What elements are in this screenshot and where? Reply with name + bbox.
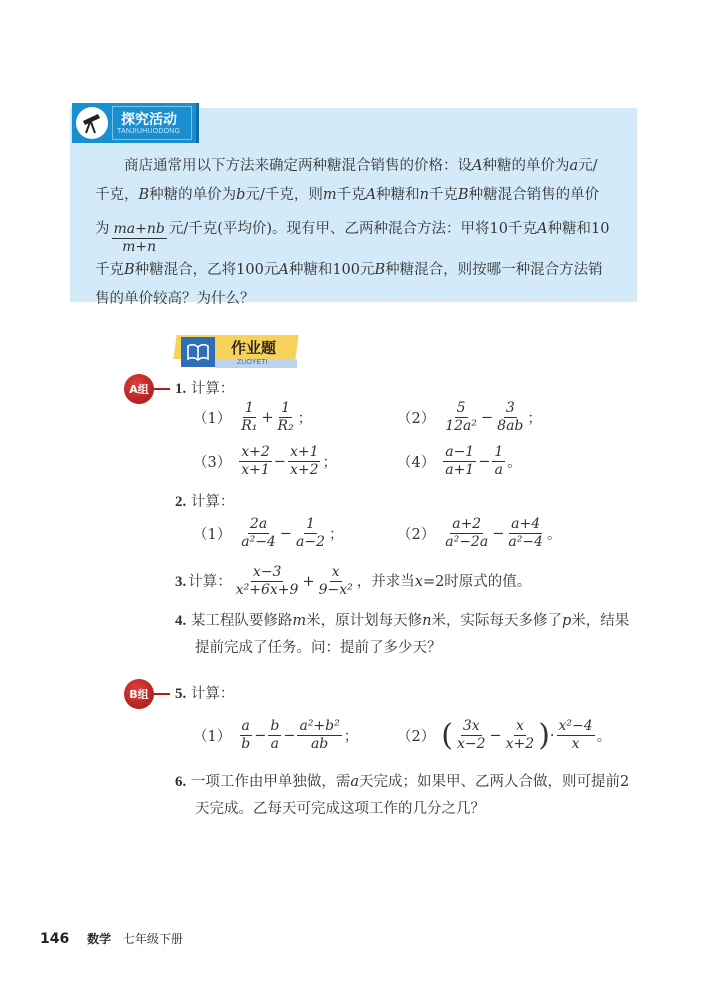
text-run: 某工程队要修路 [190, 613, 293, 629]
text-run: 商店通常用以下方法来确定两种糖混合销售的价格：设 [124, 158, 472, 174]
fraction-denominator: a²−4 [241, 534, 276, 550]
math-expression [188, 564, 531, 599]
fraction-numerator: 1 [281, 400, 291, 416]
fraction [288, 444, 321, 479]
text-run: 种糖混合，乙将100元 [134, 262, 279, 278]
explore-text [95, 152, 617, 314]
text-run: ； [322, 455, 337, 471]
text-run: ； [527, 411, 542, 427]
fraction-numerator: a+2 [452, 516, 482, 532]
text-run: 米，实际每天多修了 [431, 613, 562, 629]
fraction [234, 564, 301, 599]
group-b-marker [124, 679, 170, 709]
fraction [455, 718, 488, 753]
text-run: + [302, 573, 315, 590]
fraction-denominator: ab [310, 736, 329, 752]
question-label: 计算： [190, 686, 235, 702]
fraction [276, 400, 296, 435]
math-expression [441, 444, 522, 479]
fraction-denominator: x+1 [241, 462, 270, 478]
text-run: − [273, 453, 286, 470]
text-run: 种糖混合销售的单价 [468, 187, 600, 203]
fraction-denominator: 8ab [497, 418, 524, 434]
item-label: （1） [193, 527, 232, 543]
fraction-numerator: 3 [505, 400, 515, 416]
text-run: ； [297, 411, 313, 427]
fraction-numerator: a [241, 718, 250, 734]
fraction-numerator: 3x [462, 718, 480, 734]
question-number: 2. [175, 494, 187, 510]
fraction-numerator: 5 [456, 400, 466, 416]
math-variable: A [365, 187, 377, 203]
math-variable: p [561, 613, 572, 629]
text-run: − [478, 453, 491, 470]
question-number: 4. [175, 613, 187, 629]
text-run: 种糖的单价为 [482, 158, 570, 174]
question-text [175, 635, 629, 662]
q1-item-3 [193, 444, 337, 479]
q1-item-2 [397, 400, 542, 435]
question-1 [175, 376, 234, 402]
text-run: 元/千克(平均价)。现有甲、乙两种混合方法：甲将10千克 [168, 221, 537, 237]
text-run: 千克， [95, 187, 139, 203]
math-variable: b [236, 187, 246, 203]
math-expression [441, 718, 611, 753]
question-text [191, 774, 629, 790]
fraction-numerator: x+1 [289, 444, 319, 460]
text-run: − [492, 525, 505, 542]
question-text [191, 613, 629, 629]
math-variable: m [292, 613, 307, 629]
question-number: 1. [175, 381, 187, 397]
question-6 [175, 769, 629, 823]
math-variable: B [374, 262, 386, 278]
math-expression [237, 400, 312, 435]
fraction [294, 516, 327, 551]
fraction-denominator: x+2 [505, 736, 535, 752]
fraction [239, 516, 278, 551]
q1-item-1 [193, 400, 312, 435]
fraction-numerator: b [270, 718, 280, 734]
text-run: 千克 [336, 187, 366, 203]
text-run: 提前完成了任务。问：提前了多少天？ [195, 640, 442, 656]
item-label: （2） [397, 411, 436, 427]
fraction [239, 400, 259, 435]
text-run: 天完成。乙每天可完成这项工作的几分之几？ [195, 801, 485, 817]
item-label: （3） [193, 455, 232, 471]
fraction-denominator: a−2 [296, 534, 325, 550]
q2-item-2 [397, 516, 561, 551]
text-run: ，并求当 [356, 573, 415, 590]
fraction-numerator: a²+b² [299, 718, 340, 734]
math-expression [237, 718, 358, 753]
text-run: + [261, 409, 274, 426]
fraction-denominator: x [571, 736, 580, 752]
fraction-numerator: a−1 [445, 444, 475, 460]
fraction [297, 718, 341, 753]
fraction-denominator: x+2 [289, 462, 319, 478]
fraction-denominator: m+n [122, 239, 157, 255]
math-variable: a [350, 774, 360, 790]
explore-line [95, 152, 617, 181]
math-variable: B [457, 187, 469, 203]
fraction-denominator: a²−2a [445, 534, 489, 550]
q2-item-1 [193, 516, 343, 551]
fraction-numerator: x−3 [252, 564, 282, 580]
group-a-marker [124, 374, 170, 404]
text-run: 种糖的单价为 [149, 187, 237, 203]
fraction [443, 516, 490, 551]
question-number: 6. [175, 774, 187, 790]
text-run: 种糖和 [376, 187, 420, 203]
item-label: （1） [193, 411, 232, 427]
question-label: 计算： [190, 494, 235, 510]
text-run: 计算： [188, 573, 232, 590]
fraction [239, 718, 252, 753]
fraction-numerator: 1 [244, 400, 254, 416]
subject: 数学 [87, 932, 112, 946]
text-run: 。 [546, 527, 562, 543]
fraction-denominator: 9−x² [318, 582, 353, 598]
parenthesis: ( [441, 717, 453, 753]
math-expression [441, 400, 542, 435]
question-4 [175, 608, 629, 662]
fraction-numerator: x²−4 [558, 718, 593, 734]
fraction [557, 718, 595, 753]
fraction-denominator: x−2 [456, 736, 486, 752]
math-variable: a [569, 158, 579, 174]
item-label: （2） [397, 527, 436, 543]
math-expression [237, 516, 343, 551]
fraction [443, 444, 476, 479]
math-variable: B [138, 187, 150, 203]
text-run: 售的单价较高？为什么？ [95, 291, 255, 307]
open-book-icon [181, 337, 215, 367]
q1-item-4 [397, 444, 522, 479]
page-footer [40, 930, 183, 947]
fraction [317, 564, 355, 599]
text-run: 种糖和100元 [288, 262, 375, 278]
text-run: 米，结果 [571, 613, 630, 629]
text-run: − [283, 727, 296, 744]
question-3 [175, 564, 531, 599]
fraction-numerator: 1 [306, 516, 315, 532]
math-variable: m [322, 187, 337, 203]
q5-item-2 [397, 718, 611, 753]
parenthesis: ) [538, 717, 550, 753]
question-number: 3. [175, 573, 187, 590]
fraction [492, 444, 505, 479]
text-run: 元/ [578, 158, 598, 174]
fraction-denominator: b [241, 736, 251, 752]
fraction [443, 400, 479, 435]
question-number: 5. [175, 686, 187, 702]
math-expression [237, 444, 337, 479]
math-variable: x [414, 573, 423, 590]
text-run: − [481, 409, 494, 426]
text-run: 一项工作由甲单独做，需 [190, 774, 351, 790]
homework-subtitle: ZUOYETI [237, 359, 268, 366]
explore-title: 探究活动 [121, 112, 177, 128]
explore-line [95, 256, 617, 285]
text-run: 千克 [95, 262, 124, 278]
math-variable: A [472, 158, 483, 174]
group-b-badge: B组 [124, 679, 154, 709]
fraction-numerator: 2a [249, 516, 268, 532]
explore-subtitle: TANJIUHUODONG [117, 128, 181, 135]
grade-book: 七年级下册 [122, 932, 183, 946]
fraction [506, 516, 545, 551]
question-label: 计算： [190, 381, 235, 397]
fraction-numerator: ma+nb [113, 221, 165, 237]
fraction [112, 221, 167, 256]
fraction [268, 718, 281, 753]
telescope-icon [76, 107, 108, 139]
text-run: 米，原计划每天修 [306, 613, 423, 629]
fraction [504, 718, 537, 753]
question-5 [175, 681, 234, 707]
explore-line [95, 181, 617, 210]
text-run: 。 [507, 455, 522, 471]
fraction [495, 400, 525, 435]
page-number: 146 [40, 931, 70, 947]
fraction-denominator: a [270, 736, 280, 752]
text-run: · [549, 727, 555, 744]
math-variable: n [419, 187, 429, 203]
math-variable: A [278, 262, 289, 278]
text-run: 。 [596, 729, 612, 745]
math-expression [441, 516, 561, 551]
fraction-denominator: R₂ [277, 418, 294, 434]
homework-badge [175, 335, 299, 368]
fraction-denominator: a+1 [445, 462, 475, 478]
homework-title: 作业题 [231, 339, 277, 357]
text-run: 元/千克，则 [245, 187, 323, 203]
item-label: （4） [397, 455, 436, 471]
text-run: 种糖混合，则按哪一种混合方法销 [385, 262, 603, 278]
text-run: =2时原式的值。 [422, 573, 532, 590]
fraction-numerator: 1 [494, 444, 504, 460]
question-2 [175, 489, 234, 515]
fraction [239, 444, 272, 479]
fraction-denominator: 12a² [445, 418, 478, 434]
text-run: 种糖和10 [547, 221, 610, 237]
fraction-numerator: x [515, 718, 524, 734]
fraction-numerator: x [331, 564, 340, 580]
text-run: − [279, 525, 292, 542]
text-run: ； [343, 729, 359, 745]
fraction-numerator: a+4 [511, 516, 541, 532]
explore-line [95, 210, 617, 256]
fraction-denominator: R₁ [241, 418, 258, 434]
text-run: 天完成；如果甲、乙两人合做，则可提前2 [359, 774, 630, 790]
fraction-denominator: a [494, 462, 504, 478]
math-variable: n [422, 613, 432, 629]
text-run: 为 [95, 221, 110, 237]
math-variable: B [124, 262, 135, 278]
explore-line [95, 285, 617, 314]
text-run: − [254, 727, 267, 744]
fraction-denominator: a²−4 [508, 534, 543, 550]
text-run: − [489, 727, 502, 744]
item-label: （2） [397, 729, 436, 745]
group-a-badge: A组 [124, 374, 154, 404]
question-text [175, 796, 629, 823]
fraction-denominator: x²+6x+9 [235, 582, 299, 598]
text-run: ； [328, 527, 344, 543]
explore-activity-badge [72, 103, 199, 143]
item-label: （1） [193, 729, 232, 745]
text-run: 千克 [428, 187, 458, 203]
fraction-numerator: x+2 [241, 444, 270, 460]
math-variable: A [537, 221, 548, 237]
q5-item-1 [193, 718, 358, 753]
